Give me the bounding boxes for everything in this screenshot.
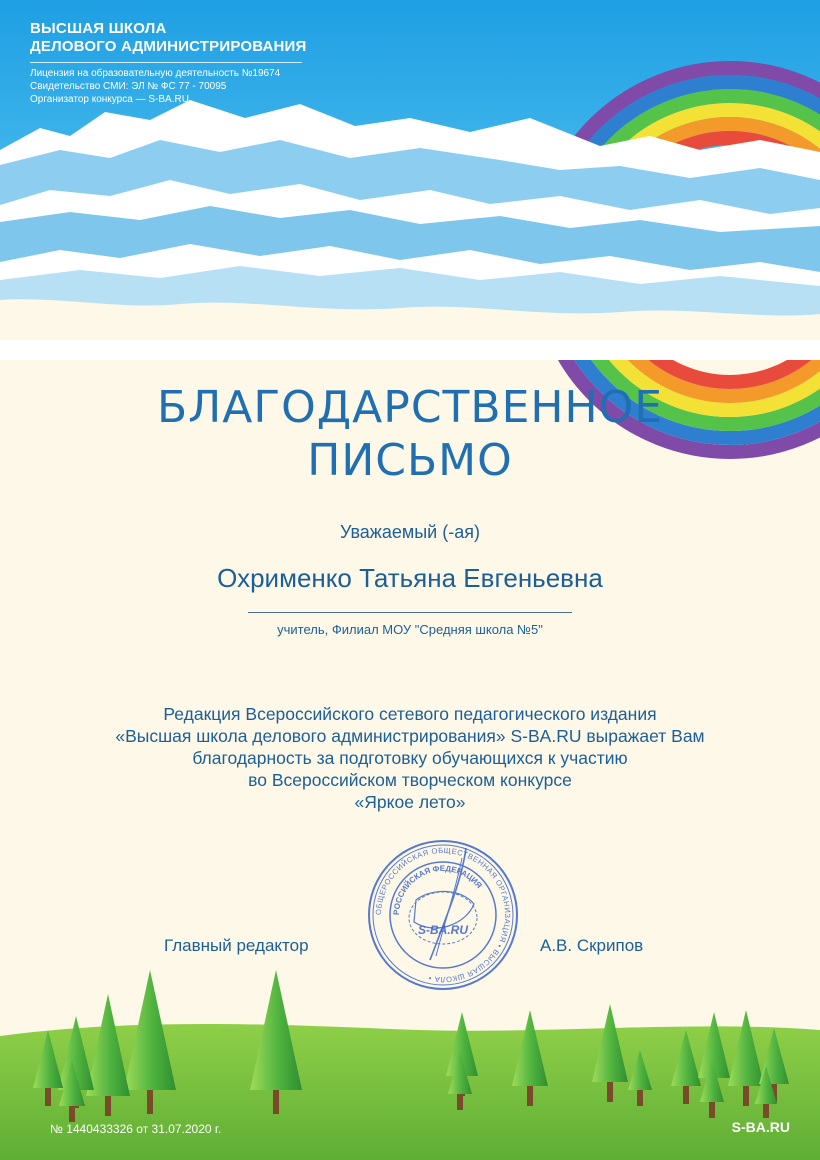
organizer-text: Организатор конкурса — S-BA.RU xyxy=(30,94,189,105)
body-line: благодарность за подготовку обучающихся к участию xyxy=(192,748,628,768)
signature-role: Главный редактор xyxy=(164,936,309,955)
document-number: № 1440433326 от 31.07.2020 г. xyxy=(50,1122,222,1136)
header-divider xyxy=(30,62,302,63)
stamp-ring-text: ОБЩЕРОССИЙСКАЯ ОБЩЕСТВЕННАЯ ОРГАНИЗАЦИЯ • ВЫСШАЯ ШКОЛА • xyxy=(373,845,513,985)
body-line: во Всероссийском творческом конкурсе xyxy=(248,770,572,790)
body-line: «Яркое лето» xyxy=(354,792,466,812)
document-title-line2: ПИСЬМО xyxy=(307,435,513,486)
signature-name: А.В. Скрипов xyxy=(540,936,644,955)
stamp-inner-text: РОССИЙСКАЯ ФЕДЕРАЦИЯ xyxy=(391,863,484,916)
body-line: «Высшая школа делового администрирования» S-BA.RU выражает Вам xyxy=(115,726,705,746)
recipient-name: Охрименко Татьяна Евгеньевна xyxy=(217,563,603,593)
letter-body xyxy=(60,703,760,813)
license-text: Лицензия на образовательную деятельность №19674 xyxy=(30,68,281,79)
organization-name xyxy=(30,20,307,56)
organization-meta xyxy=(30,67,280,106)
name-underline xyxy=(248,612,572,613)
stamp-center-text: S-BA.RU xyxy=(418,923,468,937)
document-title-line1: БЛАГОДАРСТВЕННОЕ xyxy=(156,382,664,433)
media-certificate-text: Свидетельство СМИ: ЭЛ № ФС 77 - 70095 xyxy=(30,81,227,92)
recipient-position: учитель, Филиал МОУ "Средняя школа №5" xyxy=(277,622,543,637)
svg-text:РОССИЙСКАЯ ФЕДЕРАЦИЯ xyxy=(392,864,484,915)
organization-name-line2: ДЕЛОВОГО АДМИНИСТРИРОВАНИЯ xyxy=(30,38,307,55)
organization-name-line1: ВЫСШАЯ ШКОЛА xyxy=(30,20,167,37)
greeting: Уважаемый (-ая) xyxy=(340,522,480,542)
body-line: Редакция Всероссийского сетевого педагогического издания xyxy=(163,704,657,724)
site-link[interactable]: S-BA.RU xyxy=(731,1119,790,1135)
official-stamp xyxy=(366,838,520,992)
